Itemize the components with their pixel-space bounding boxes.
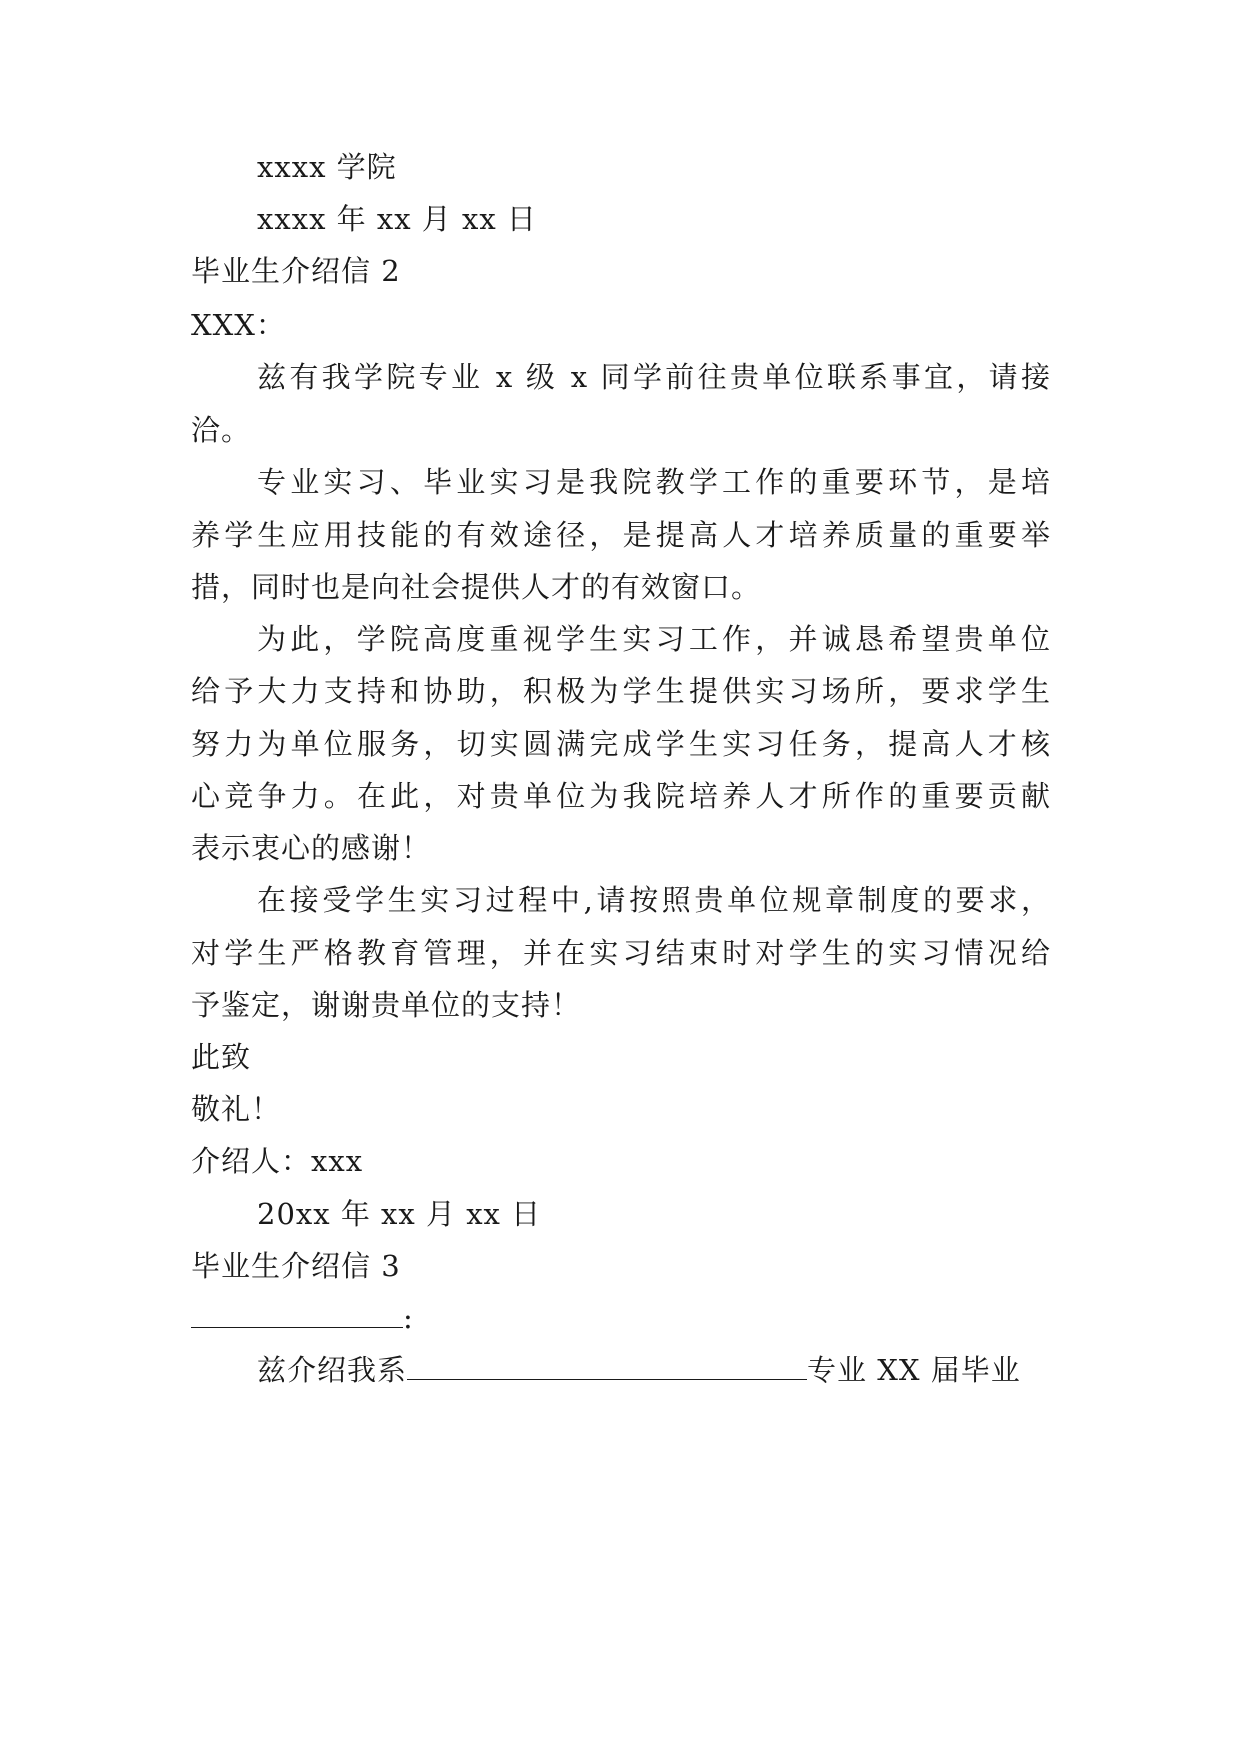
letter2-p4-line3: 予鉴定，谢谢贵单位的支持！ <box>191 988 582 1022</box>
letter2-p3-line4: 心竞争力。在此，对贵单位为我院培养人才所作的重要贡献 <box>191 779 1051 813</box>
department-blank <box>407 1353 807 1380</box>
letter2-p2-line1: 专业实习、毕业实习是我院教学工作的重要环节，是培 <box>257 465 1051 499</box>
letter2-p3-line5: 表示衷心的感谢！ <box>191 831 432 865</box>
signature-date: xxxx 年 xx 月 xx 日 <box>257 202 537 236</box>
letter2-p1-line2: 洽。 <box>191 413 252 447</box>
letter2-title: 毕业生介绍信 2 <box>191 254 401 288</box>
recipient-blank <box>191 1301 403 1328</box>
letter2-p1-line1: 兹有我学院专业 x 级 x 同学前往贵单位联系事宜，请接 <box>257 360 1051 394</box>
letter2-salutation: XXX： <box>191 308 286 342</box>
closing-ci-zhi: 此致 <box>191 1040 252 1074</box>
letter3-salutation <box>191 1298 1051 1338</box>
letter2-date: 20xx 年 xx 月 xx 日 <box>257 1197 542 1231</box>
letter2-p4-line2: 对学生严格教育管理，并在实习结束时对学生的实习情况给 <box>191 936 1051 970</box>
letter2-p2-line3: 措，同时也是向社会提供人才的有效窗口。 <box>191 570 762 604</box>
letter3-line1-suffix: 专业 XX 届毕业 <box>807 1353 1021 1387</box>
letter2-p3-line1: 为此，学院高度重视学生实习工作，并诚恳希望贵单位 <box>257 622 1051 656</box>
letter2-p3-line3: 努力为单位服务，切实圆满完成学生实习任务，提高人才核 <box>191 727 1051 761</box>
salutation-colon: : <box>403 1301 414 1335</box>
letter3-line1-prefix: 兹介绍我系 <box>257 1353 408 1387</box>
letter3-line1 <box>257 1350 1051 1390</box>
closing-jing-li: 敬礼！ <box>191 1092 282 1126</box>
institute-signature: xxxx 学院 <box>257 150 397 184</box>
letter3-title: 毕业生介绍信 3 <box>191 1249 401 1283</box>
letter2-p3-line2: 给予大力支持和协助，积极为学生提供实习场所，要求学生 <box>191 674 1051 708</box>
introducer-line: 介绍人：xxx <box>191 1144 364 1178</box>
letter2-p2-line2: 养学生应用技能的有效途径，是提高人才培养质量的重要举 <box>191 518 1051 552</box>
letter2-p4-line1: 在接受学生实习过程中,请按照贵单位规章制度的要求， <box>257 883 1051 917</box>
